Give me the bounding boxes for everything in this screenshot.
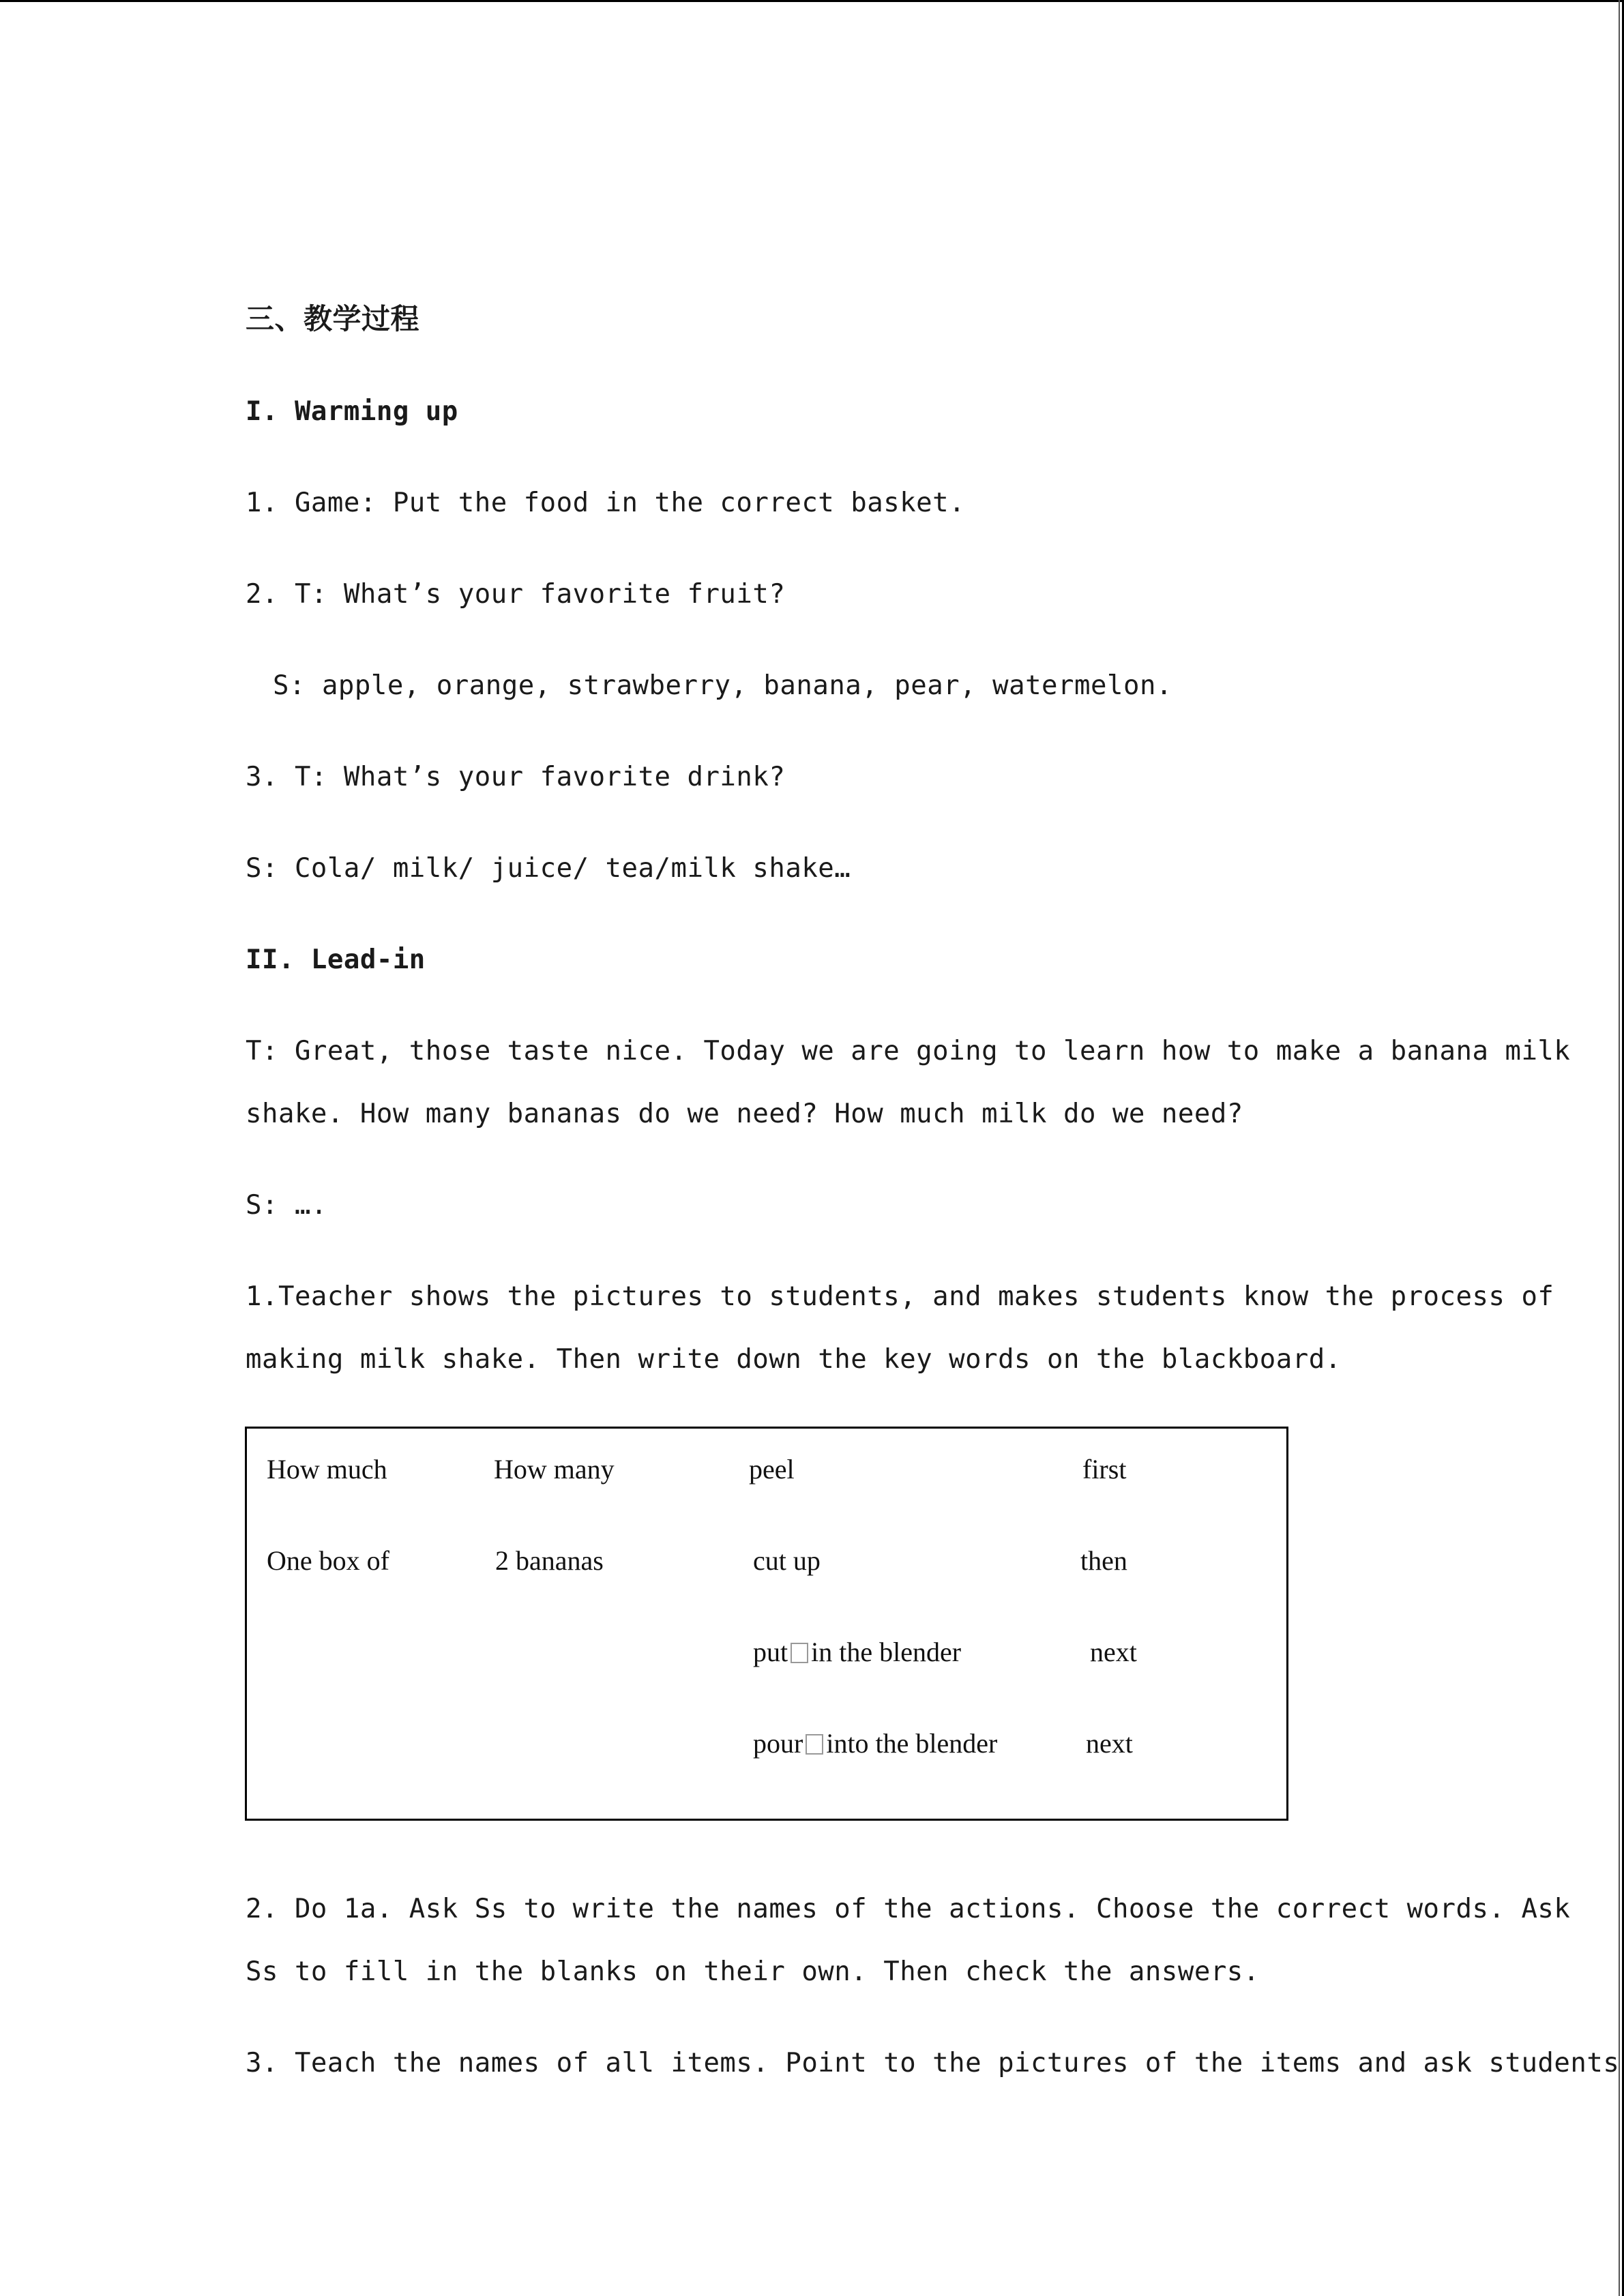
step-2-line-1: 2. Do 1a. Ask Ss to write the names of the actions. Choose the correct words. Ask (246, 1894, 1571, 1924)
lead-in-step-1-line-2: making milk shake. Then write down the key words on the blackboard. (246, 1344, 1342, 1375)
warming-up-item-1: 1. Game: Put the food in the correct basket. (246, 488, 966, 518)
lead-in-teacher-line-2: shake. How many bananas do we need? How much milk do we need? (246, 1099, 1243, 1129)
kw-next-1: next (1090, 1637, 1137, 1667)
warming-up-item-2-answer: S: apple, orange, strawberry, banana, pear, watermelon. (273, 670, 1172, 701)
kw-next-2: next (1086, 1728, 1133, 1759)
warming-up-item-3-question: 3. T: What’s your favorite drink? (246, 762, 786, 792)
kw-peel: peel (749, 1454, 795, 1485)
kw-one-box-of: One box of (267, 1545, 389, 1576)
kw-how-many: How many (494, 1454, 615, 1485)
section-title: 三、教学过程 (246, 302, 420, 336)
kw-put-prefix: put (753, 1637, 788, 1667)
kw-then: then (1080, 1545, 1127, 1576)
kw-cut-up: cut up (753, 1545, 821, 1576)
blank-box-icon (791, 1643, 808, 1663)
lead-in-heading: II. Lead-in (246, 944, 426, 975)
kw-pour-into-blender (753, 1727, 997, 1760)
step-3-line-1: 3. Teach the names of all items. Point to the pictures of the items and ask students (246, 2048, 1620, 2078)
page-edge-line (1619, 0, 1620, 2296)
kw-how-much: How much (267, 1454, 387, 1485)
kw-put-suffix: in the blender (811, 1637, 962, 1667)
blank-box-icon (806, 1734, 823, 1755)
kw-pour-prefix: pour (753, 1728, 803, 1759)
warming-up-item-3-answer: S: Cola/ milk/ juice/ tea/milk shake… (246, 853, 851, 884)
warming-up-heading: I. Warming up (246, 396, 458, 427)
warming-up-item-2-question: 2. T: What’s your favorite fruit? (246, 579, 786, 610)
kw-2-bananas: 2 bananas (495, 1545, 604, 1576)
keywords-box (245, 1427, 1288, 1821)
lead-in-step-1-line-1: 1.Teacher shows the pictures to students, and makes students know the process of (246, 1281, 1554, 1312)
kw-put-in-blender (753, 1636, 961, 1669)
step-2-line-2: Ss to fill in the blanks on their own. Then check the answers. (246, 1956, 1260, 1987)
kw-first: first (1082, 1454, 1127, 1485)
lead-in-student-line: S: …. (246, 1190, 327, 1221)
kw-pour-suffix: into the blender (826, 1728, 998, 1759)
lead-in-teacher-line-1: T: Great, those taste nice. Today we are going to learn how to make a banana milk (246, 1036, 1571, 1067)
